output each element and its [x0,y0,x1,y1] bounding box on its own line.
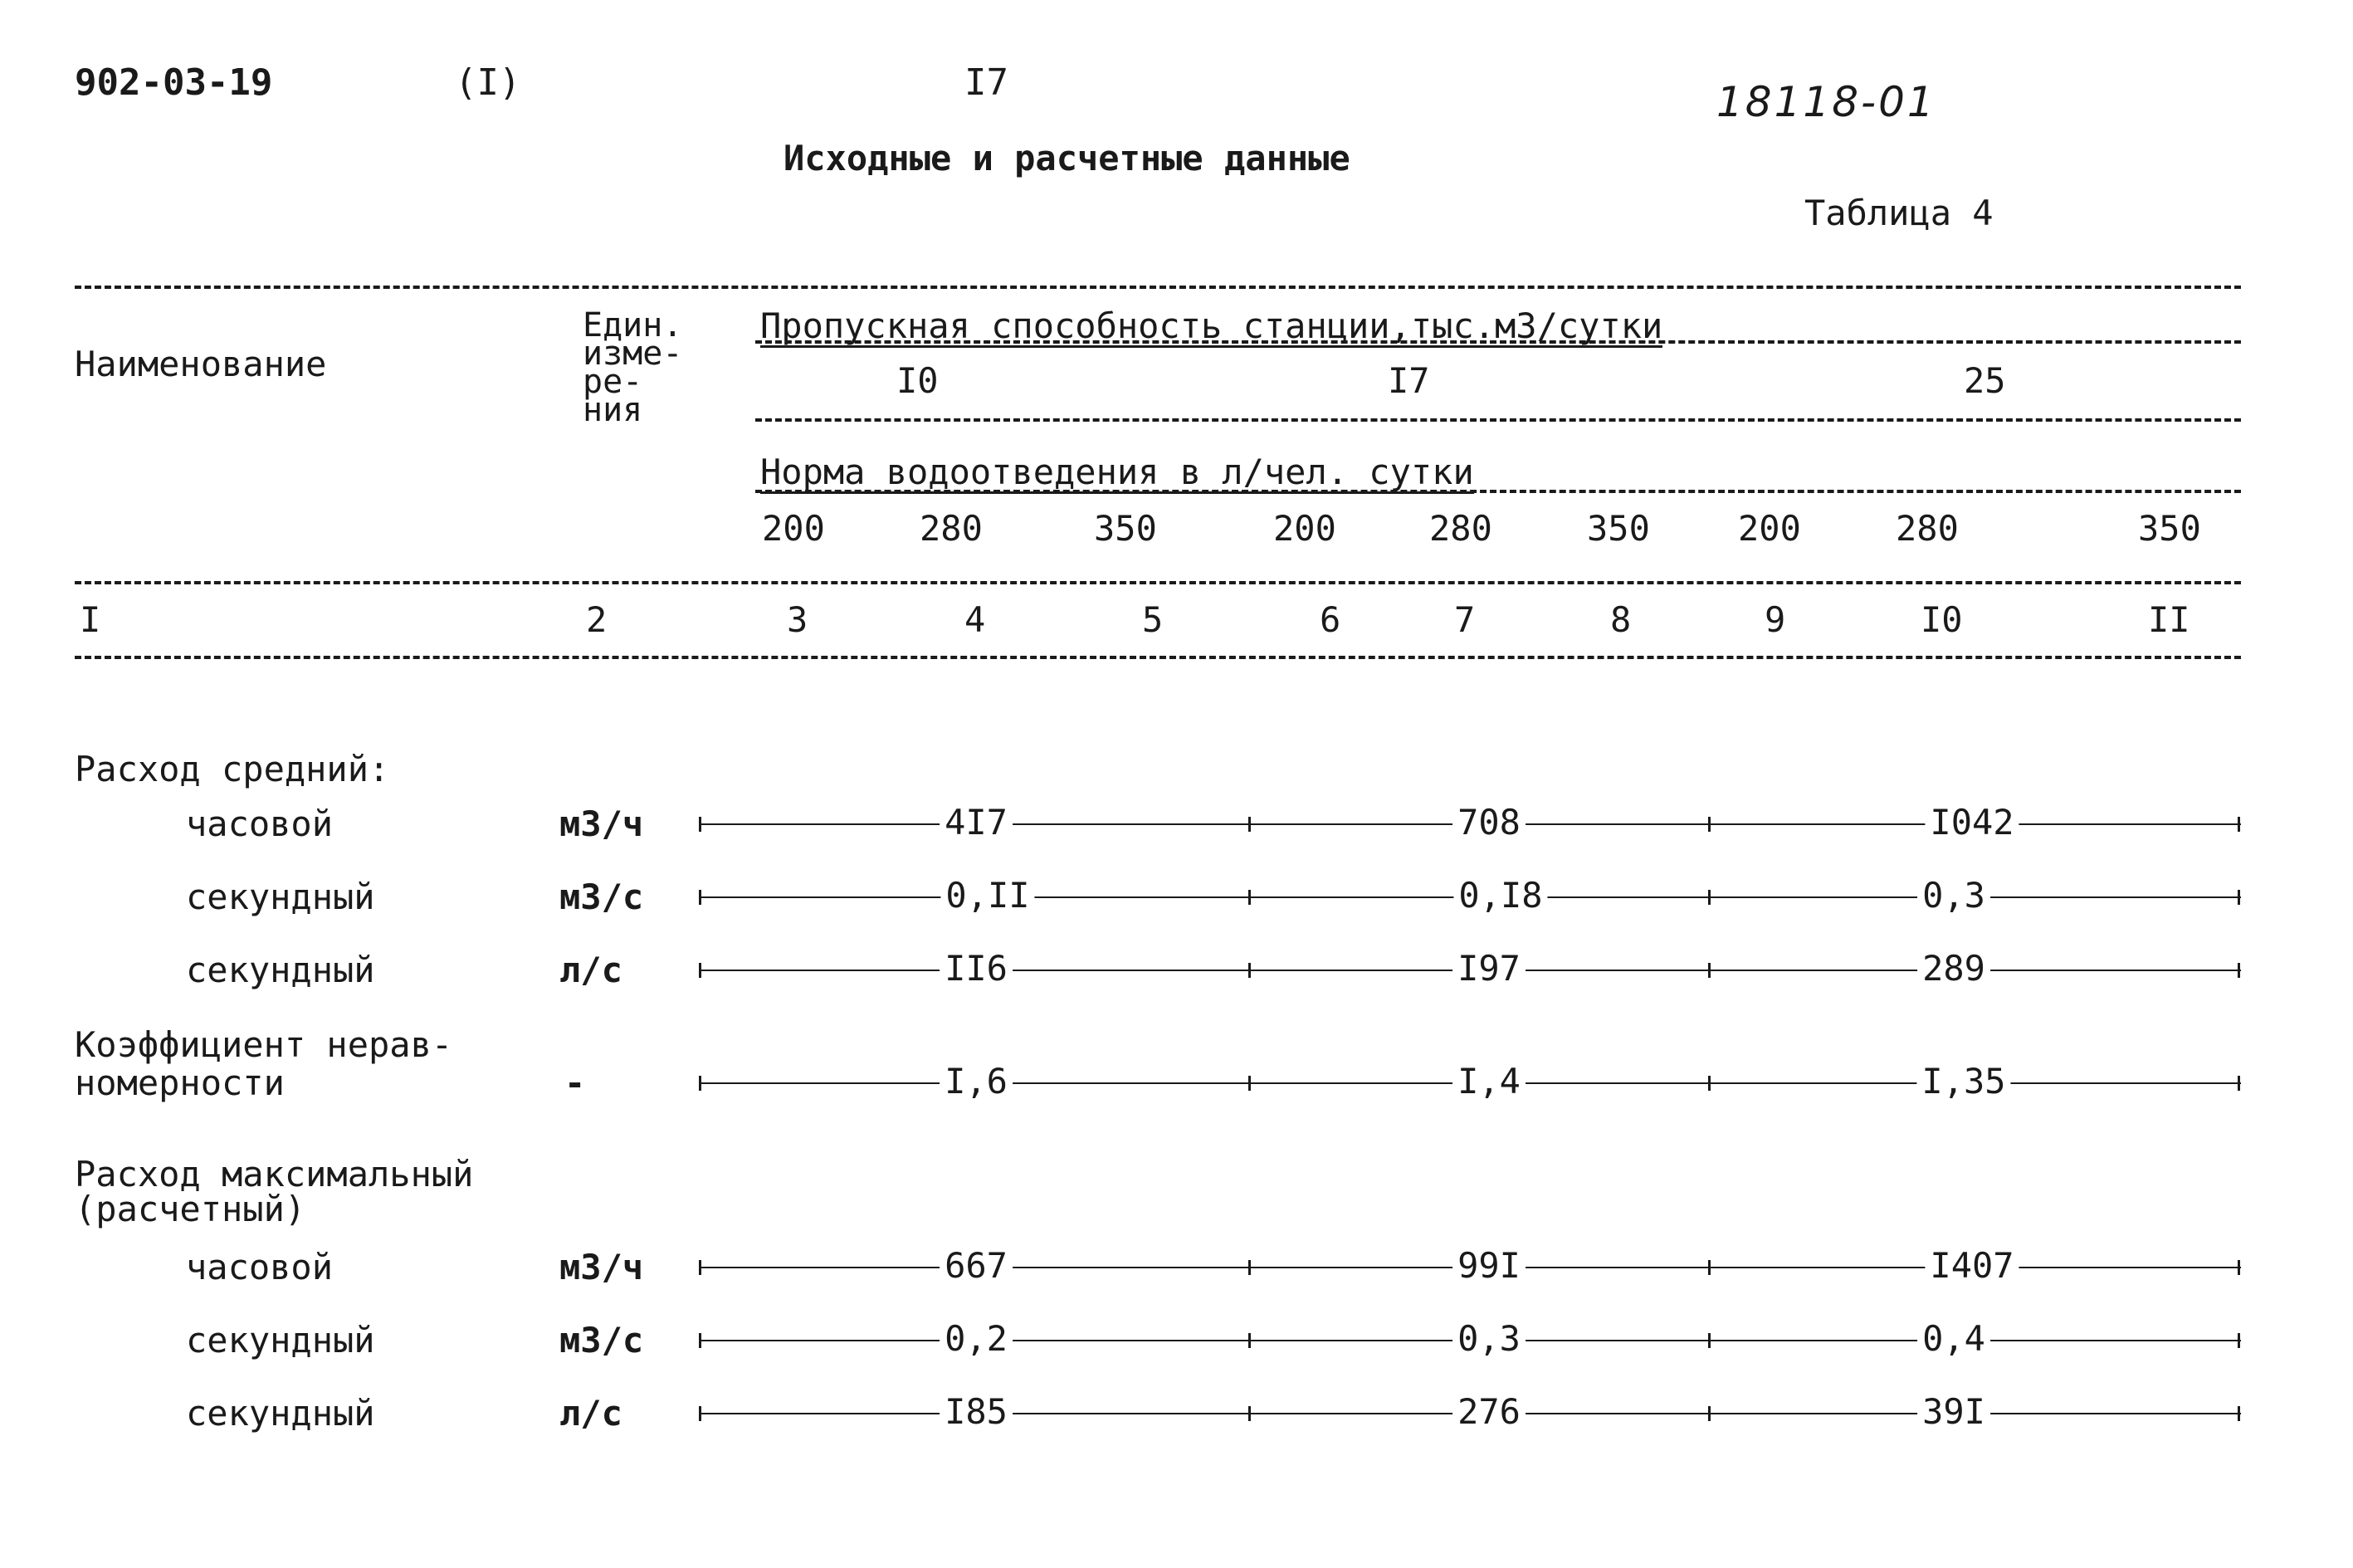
flow-tick [1708,1260,1711,1275]
row-value: 289 [1917,951,1990,986]
capacity-value: I0 [896,360,939,401]
column-number: 7 [1454,599,1476,640]
row-unit: м3/ч [559,804,644,844]
column-number: I0 [1921,599,1963,640]
table-label: Таблица 4 [1804,193,1994,233]
flow-tick [1708,1076,1711,1091]
row-value: 276 [1452,1395,1526,1429]
row-value: I042 [1925,805,2019,840]
capacity-values-rule [755,418,2241,422]
page-title: Исходные и расчетные данные [784,138,1350,178]
row-name: секундный [186,950,375,990]
row-name: часовой [186,804,334,844]
row-name: секундный [186,877,375,917]
flow-tick [1708,890,1711,905]
flow-tick [1248,1260,1251,1275]
flow-tick [1248,890,1251,905]
part-number: (I) [455,61,521,104]
flow-tick [699,817,701,832]
flow-tick [1708,1333,1711,1348]
norm-value: 280 [1429,508,1492,549]
section-title-maximum: (расчетный) [75,1189,306,1229]
section-title-maximum: Расход максимальный [75,1154,474,1194]
flow-tick [2238,1333,2240,1348]
norm-value: 280 [920,508,983,549]
column-number: 9 [1765,599,1786,640]
row-unit: л/с [559,1393,622,1434]
table-top-rule [75,286,2241,289]
row-value: 4I7 [940,805,1013,840]
numbers-bottom-rule [75,656,2241,659]
flow-tick [699,1333,701,1348]
column-number: I [80,599,101,640]
flow-tick [1708,817,1711,832]
norm-value: 280 [1896,508,1959,549]
unit-header-line: ния [583,391,643,429]
flow-tick [2238,817,2240,832]
flow-tick [1248,817,1251,832]
column-name-header: Наименование [75,344,327,384]
flow-tick [2238,963,2240,978]
row-unit: м3/с [559,1320,644,1360]
unit-header-line: Един. [583,306,683,344]
document-code: 902-03-19 [75,61,273,104]
row-value: 0,3 [1452,1321,1526,1356]
norm-value: 350 [1094,508,1157,549]
header-bottom-rule [75,581,2241,584]
row-name: часовой [186,1247,334,1287]
column-number: 3 [787,599,808,640]
flow-tick [1248,1333,1251,1348]
row-value: I407 [1925,1248,2019,1283]
row-value: 708 [1452,805,1526,840]
flow-tick [1248,963,1251,978]
flow-tick [2238,1076,2240,1091]
column-number: 2 [586,599,608,640]
unit-header-line: изме- [583,335,683,373]
flow-tick [1248,1076,1251,1091]
row-value: 99I [1452,1248,1526,1283]
section-title-coefficient: Коэффициент нерав- [75,1024,453,1065]
row-unit: м3/ч [559,1247,644,1287]
row-name: секундный [186,1320,375,1360]
column-number: II [2148,599,2190,640]
flow-tick [699,963,701,978]
row-value: I,35 [1916,1064,2010,1099]
row-value: I,6 [940,1064,1013,1099]
row-value: 0,II [940,878,1034,913]
flow-tick [699,890,701,905]
row-value: I85 [940,1395,1013,1429]
row-value: 667 [940,1248,1013,1283]
row-unit: л/с [559,950,622,990]
flow-tick [699,1076,701,1091]
column-number: 8 [1610,599,1632,640]
page-number: I7 [964,61,1008,104]
row-unit: м3/с [559,877,644,917]
row-value: II6 [940,951,1013,986]
row-value: 0,3 [1917,878,1990,913]
row-unit: - [564,1062,586,1103]
norm-value: 350 [1587,508,1650,549]
flow-tick [1708,1406,1711,1421]
row-value: 0,4 [1917,1321,1990,1356]
row-value: 0,2 [940,1321,1013,1356]
handwritten-code: 18118-01 [1716,78,1936,126]
norm-value: 200 [1273,508,1336,549]
capacity-header: Пропускная способность станции,тыс.м3/сутки [760,305,1663,346]
row-name: секундный [186,1393,375,1434]
row-value: 0,I8 [1453,878,1547,913]
flow-tick [699,1260,701,1275]
column-number: 5 [1142,599,1164,640]
flow-tick [2238,1406,2240,1421]
norm-header: Норма водоотведения в л/чел. сутки [760,452,1474,492]
row-value: I,4 [1452,1064,1526,1099]
flow-tick [2238,1260,2240,1275]
column-number: 6 [1320,599,1341,640]
flow-tick [699,1406,701,1421]
unit-header-line: ре- [583,363,643,401]
capacity-value: I7 [1388,360,1430,401]
row-value: I97 [1452,951,1526,986]
flow-tick [2238,890,2240,905]
section-title-coefficient: номерности [75,1062,285,1103]
flow-tick [1708,963,1711,978]
norm-value: 200 [1738,508,1801,549]
norm-value: 350 [2138,508,2201,549]
flow-tick [1248,1406,1251,1421]
section-title-average: Расход средний: [75,749,390,789]
capacity-value: 25 [1964,360,2006,401]
norm-value: 200 [762,508,825,549]
row-value: 39I [1917,1395,1990,1429]
column-number: 4 [964,599,986,640]
